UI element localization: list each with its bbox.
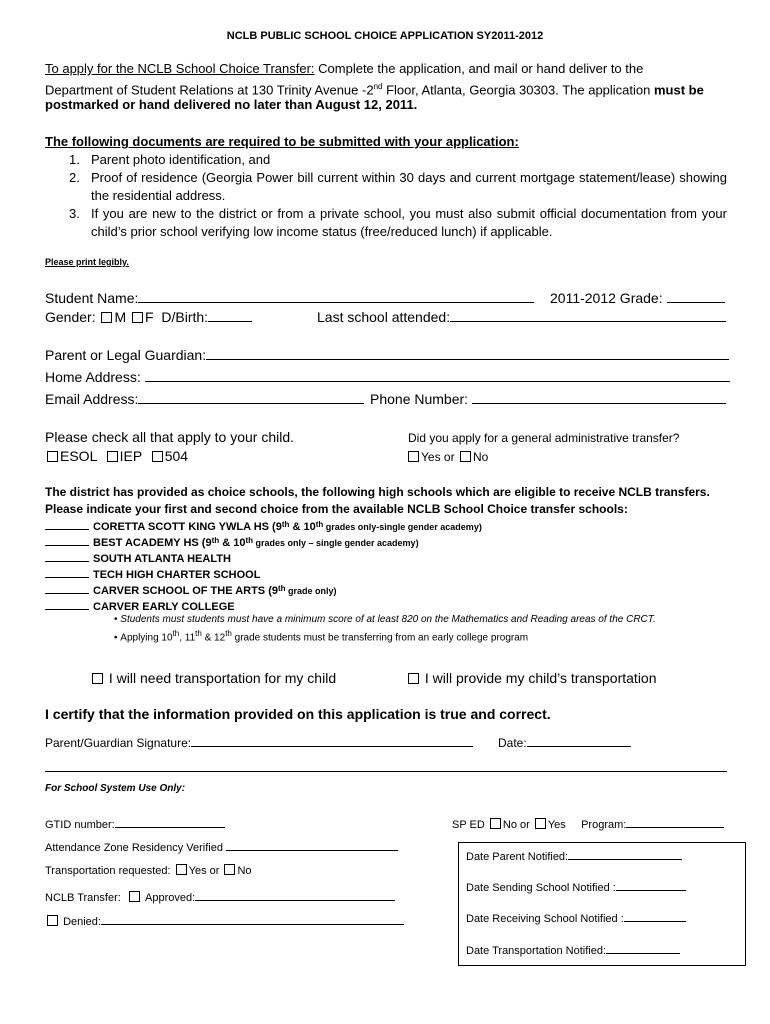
admin-transfer-yes-checkbox[interactable] [408,451,419,462]
intro-line-1 [45,60,643,78]
need-transport-checkbox[interactable] [92,673,103,684]
need-transport-label: I will need transportation for my child [108,670,337,686]
bullet-2-sup-a: th [172,629,180,638]
check-all-label: Please check all that apply to your child. [45,429,295,445]
bullet-2d: grade students must be transferring from an early college program [231,632,529,644]
school-1-mid: & 10 [289,521,316,533]
gender-f-checkbox[interactable] [132,312,143,323]
school-choice-1-field[interactable] [45,519,89,530]
gender-label: Gender: [45,309,96,325]
print-legibly: Please print legibly. [45,257,129,267]
admin-transfer-options [406,450,488,464]
approved-checkbox[interactable] [129,891,140,902]
date-transport-notified-row [466,942,680,957]
guardian-label: Parent or Legal Guardian: [45,347,207,363]
school-choice-2-field[interactable] [45,535,89,546]
bullet-early-college [114,629,528,643]
phone-row [370,390,726,407]
need-transport-row [90,670,336,686]
grade-field[interactable] [667,289,725,303]
date-transport-notified-label: Date Transportation Notified: [466,945,607,957]
504-label: 504 [164,448,189,464]
denied-row [45,913,404,928]
gender-row [45,308,252,325]
last-school-row [317,308,726,325]
choice-intro-1: The district has provided as choice schools, the following high schools which are eligible to receive NCLB transfers. [45,485,710,499]
signature-date-label: Date: [498,736,527,750]
intro-sup: nd [373,82,383,91]
school-6-name: CARVER EARLY COLLEGE [93,601,235,613]
school-choice-3 [45,551,231,565]
504-checkbox[interactable] [152,451,163,462]
docs-item-2 [47,169,727,205]
school-2-sup1: th [211,536,220,545]
docs-item-2-num: 2. [69,170,80,185]
nclb-transfer-label: NCLB Transfer: [45,892,121,904]
school-choice-2 [45,535,419,549]
email-field[interactable] [138,390,364,404]
date-sending-notified-label: Date Sending School Notified : [466,882,616,894]
school-3-name: SOUTH ATLANTA HEALTH [93,553,231,565]
transport-requested-yes-label: Yes or [188,865,220,877]
certify-statement: I certify that the information provided on this application is true and correct. [45,706,551,722]
esol-checkbox[interactable] [47,451,58,462]
date-parent-notified-field[interactable] [568,848,682,860]
iep-label: IEP [119,448,142,464]
sped-no-label: No or [502,819,530,831]
student-name-label: Student Name: [45,290,139,306]
signature-date-row [498,733,631,750]
date-receiving-notified-label: Date Receiving School Notified : [466,913,624,925]
school-1-sup2: th [315,520,324,529]
transport-requested-row [45,864,252,877]
esol-label: ESOL [60,448,97,464]
school-2-name: BEST ACADEMY HS (9 [93,537,212,549]
school-1-name: CORETTA SCOTT KING YWLA HS (9 [93,521,282,533]
date-sending-notified-field[interactable] [616,879,686,891]
bullet-2-sup-c: th [225,629,232,638]
school-1-rest: grades only-single gender academy) [323,522,482,532]
docs-item-3 [47,205,727,241]
gtid-label: GTID number: [45,819,115,831]
bullet-crct-text: Students must students must have a minimum score of at least 820 on the Mathematics and Reading areas of the CRCT. [120,614,656,625]
grade-row [550,289,725,306]
email-row [45,390,364,407]
grade-label: 2011-2012 Grade: [550,290,663,306]
transport-requested-label: Transportation requested: [45,865,171,877]
docs-item-3-text: If you are new to the district or from a private school, you must also submit official documentation from your child’s prior school verifying low income status (free/reduced lunch) if applicable. [91,206,727,239]
gtid-field[interactable] [115,816,225,828]
date-parent-notified-label: Date Parent Notified: [466,851,569,863]
date-parent-notified-row [466,848,682,863]
gender-m-checkbox[interactable] [101,312,112,323]
program-checkboxes [45,448,188,464]
sped-row [452,816,724,831]
school-choice-4-field[interactable] [45,567,89,578]
signature-date-field[interactable] [527,733,631,747]
dob-label: D/Birth: [161,309,209,325]
denied-label: Denied: [63,916,101,928]
bullet-dot-icon: • [114,614,121,625]
school-choice-6-field[interactable] [45,599,89,610]
docs-heading: The following documents are required to be submitted with your application: [45,134,519,149]
program-label: Program: [581,819,627,831]
school-1-sup1: th [281,520,290,529]
sped-yes-checkbox[interactable] [535,818,546,829]
sped-no-checkbox[interactable] [490,818,501,829]
school-2-sup2: th [245,536,253,545]
school-choice-3-field[interactable] [45,551,89,562]
school-choice-1 [45,519,482,533]
student-name-row [45,289,534,306]
address-row [45,368,730,385]
dob-field[interactable] [208,308,252,322]
student-name-field[interactable] [138,289,534,303]
school-choice-4 [45,567,260,581]
docs-item-2-text: Proof of residence (Georgia Power bill current within 30 days and current mortgage statement/lease) showing the residential address. [91,170,727,203]
admin-transfer-yes-label: Yes or [421,450,455,464]
transport-requested-yes-checkbox[interactable] [176,864,187,875]
bullet-2a: Applying 10 [120,632,173,644]
admin-transfer-no-label: No [472,450,489,464]
sped-yes-label: Yes [547,819,566,831]
gender-m-label: M [114,309,127,325]
admin-transfer-question: Did you apply for a general administrative transfer? [408,431,680,445]
intro-text-1: Complete the application, and mail or hand deliver to the [314,61,644,76]
docs-item-1-text: Parent photo identification, and [91,152,271,167]
bullet-dot-icon: • [114,632,121,644]
school-5-name: CARVER SCHOOL OF THE ARTS (9 [93,585,278,597]
school-choice-6 [45,599,235,613]
date-receiving-notified-row [466,910,686,925]
school-5-mid: grade only) [285,586,337,596]
approved-field[interactable] [195,889,395,901]
gender-f-label: F [145,309,154,325]
phone-label: Phone Number: [370,391,469,407]
address-field[interactable] [145,368,730,382]
transport-requested-no-checkbox[interactable] [224,864,235,875]
school-2-mid: & 10 [219,537,246,549]
school-4-name: TECH HIGH CHARTER SCHOOL [93,569,261,581]
bullet-2-sup-b: th [195,629,202,638]
provide-transport-row [406,670,657,686]
zone-row [45,839,398,854]
phone-field[interactable] [472,390,726,404]
school-2-rest: grades only – single gender academy) [253,538,419,548]
zone-label: Attendance Zone Residency Verified [45,842,223,854]
docs-item-1-num: 1. [69,152,80,167]
bullet-2b: , 11 [179,632,196,644]
school-5-sup1: th [277,584,286,593]
zone-field[interactable] [226,839,398,851]
address-label: Home Address: [45,369,141,385]
denied-field[interactable] [101,913,404,925]
program-field[interactable] [626,816,724,828]
guardian-row [45,346,729,363]
denied-checkbox[interactable] [47,915,58,926]
docs-item-3-num: 3. [69,206,80,221]
last-school-label: Last school attended: [317,309,451,325]
date-transport-notified-field[interactable] [606,942,680,954]
transport-requested-no-label: No [237,865,252,877]
signature-label: Parent/Guardian Signature: [45,736,192,750]
date-receiving-notified-field[interactable] [624,910,686,922]
school-choice-5-field[interactable] [45,583,89,594]
section-divider [45,771,727,772]
admin-transfer-no-checkbox[interactable] [460,451,471,462]
nclb-transfer-row [45,889,395,904]
provide-transport-checkbox[interactable] [408,673,419,684]
date-sending-notified-row [466,879,686,894]
intro-text-2a: Department of Student Relations at 130 Trinity Avenue -2 [45,82,374,98]
page-title: NCLB PUBLIC SCHOOL CHOICE APPLICATION SY2011-2012 [226,30,544,42]
email-label: Email Address: [45,391,139,407]
intro-bold-a: must be [653,82,704,98]
choice-intro-2: Please indicate your first and second choice from the available NCLB School Choice transfer schools: [45,502,628,516]
docs-item-1 [47,151,727,169]
provide-transport-label: I will provide my child’s transportation [424,670,657,686]
guardian-field[interactable] [206,346,729,360]
school-choice-5 [45,583,337,597]
signature-field[interactable] [191,733,473,747]
intro-lead: To apply for the NCLB School Choice Transfer: [45,61,315,76]
approved-label: Approved: [145,892,196,904]
signature-row [45,733,473,750]
bullet-crct [114,614,656,625]
intro-text-2b: Floor, Atlanta, Georgia 30303. The application [382,82,654,98]
sped-label: SP ED [452,819,485,831]
office-use-heading: For School System Use Only: [45,783,186,794]
intro-deadline: postmarked or hand delivered no later than August 12, 2011. [45,97,418,112]
gtid-row [45,816,225,831]
last-school-field[interactable] [450,308,726,322]
iep-checkbox[interactable] [107,451,118,462]
bullet-2c: & 12 [201,632,226,644]
